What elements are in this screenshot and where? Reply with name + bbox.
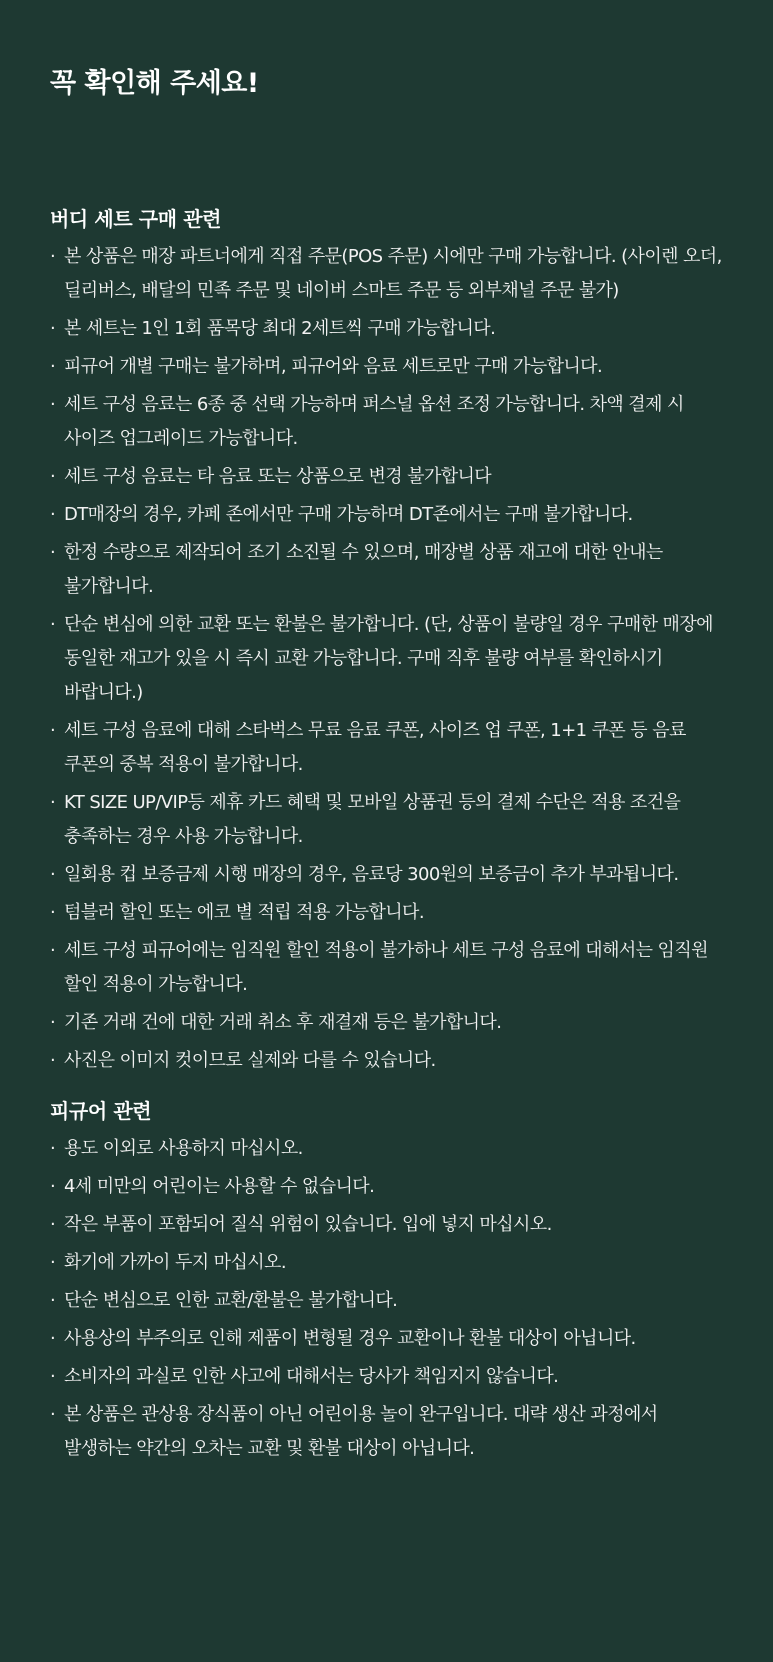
notice-item-text: 세트 구성 음료는 타 음료 또는 상품으로 변경 불가합니다: [64, 466, 492, 487]
bullet-marker: ·: [50, 720, 56, 741]
notice-item-text: KT SIZE UP/VIP등 제휴 카드 혜택 및 모바일 상품권 등의 결제 수단은 적용 조건을 충족하는 경우 사용 가능합니다.: [64, 792, 681, 847]
page-title: 꼭 확인해 주세요!: [50, 68, 259, 99]
bullet-marker: ·: [50, 1290, 56, 1311]
bullet-marker: ·: [50, 1214, 56, 1235]
section-heading: 버디 세트 구매 관련: [50, 207, 222, 231]
notice-item: [50, 934, 729, 1002]
notice-item-text: 세트 구성 음료는 6종 중 선택 가능하며 퍼스널 옵션 조정 가능합니다. 차액 결제 시 사이즈 업그레이드 가능합니다.: [64, 394, 684, 449]
section-heading: 피규어 관련: [50, 1099, 152, 1123]
bullet-marker: ·: [50, 864, 56, 885]
notice-item-text: 본 세트는 1인 1회 품목당 최대 2세트씩 구매 가능합니다.: [64, 318, 496, 339]
bullet-marker: ·: [50, 792, 56, 813]
bullet-marker: ·: [50, 1328, 56, 1349]
notice-list: [50, 240, 729, 1078]
notice-item-text: 세트 구성 음료에 대해 스타벅스 무료 음료 쿠폰, 사이즈 업 쿠폰, 1+1 쿠폰 등 음료 쿠폰의 중복 적용이 불가합니다.: [64, 720, 686, 775]
notice-item: [50, 536, 729, 604]
notice-item-text: 본 상품은 매장 파트너에게 직접 주문(POS 주문) 시에만 구매 가능합니다. (사이렌 오더, 딜리버스, 배달의 민족 주문 및 네이버 스마트 주문 등 외부채널 주문 불가): [64, 246, 722, 301]
bullet-marker: ·: [50, 394, 56, 415]
notice-item-text: 텀블러 할인 또는 에코 별 적립 적용 가능합니다.: [64, 902, 424, 923]
notice-item-text: 피규어 개별 구매는 불가하며, 피규어와 음료 세트로만 구매 가능합니다.: [64, 356, 603, 377]
notice-item-text: 세트 구성 피규어에는 임직원 할인 적용이 불가하나 세트 구성 음료에 대해서는 임직원 할인 적용이 가능합니다.: [64, 940, 708, 995]
notice-item: [50, 1044, 729, 1078]
notice-item: [50, 350, 729, 384]
notice-item-text: 용도 이외로 사용하지 마십시오.: [64, 1138, 303, 1159]
bullet-marker: ·: [50, 542, 56, 563]
notice-item-text: 화기에 가까이 두지 마십시오.: [64, 1252, 286, 1273]
notice-item-text: 소비자의 과실로 인한 사고에 대해서는 당사가 책임지지 않습니다.: [64, 1366, 559, 1387]
notice-item-text: 일회용 컵 보증금제 시행 매장의 경우, 음료당 300원의 보증금이 추가 부과됩니다.: [64, 864, 679, 885]
bullet-marker: ·: [50, 1138, 56, 1159]
bullet-marker: ·: [50, 1252, 56, 1273]
bullet-marker: ·: [50, 318, 56, 339]
notice-item-text: 사용상의 부주의로 인해 제품이 변형될 경우 교환이나 환불 대상이 아닙니다.: [64, 1328, 636, 1349]
notice-item-text: 4세 미만의 어린이는 사용할 수 없습니다.: [64, 1176, 375, 1197]
notice-item-text: 한정 수량으로 제작되어 조기 소진될 수 있으며, 매장별 상품 재고에 대한 안내는 불가합니다.: [64, 542, 663, 597]
notice-item: [50, 608, 729, 710]
notice-item-text: 작은 부품이 포함되어 질식 위험이 있습니다. 입에 넣지 마십시오.: [64, 1214, 552, 1235]
notice-item: [50, 240, 729, 308]
notice-item: [50, 896, 729, 930]
notice-item: [50, 1284, 729, 1318]
notice-list: [50, 1132, 729, 1466]
notice-item: [50, 460, 729, 494]
notice-item: [50, 1208, 729, 1242]
notice-item: [50, 1360, 729, 1394]
bullet-marker: ·: [50, 940, 56, 961]
bullet-marker: ·: [50, 1176, 56, 1197]
bullet-marker: ·: [50, 1050, 56, 1071]
notice-item: [50, 1132, 729, 1166]
bullet-marker: ·: [50, 1404, 56, 1425]
notice-item: [50, 1006, 729, 1040]
section-figure: [50, 1096, 729, 1466]
notice-item-text: 사진은 이미지 컷이므로 실제와 다를 수 있습니다.: [64, 1050, 436, 1071]
notice-item: [50, 1170, 729, 1204]
notice-item: [50, 1246, 729, 1280]
bullet-marker: ·: [50, 466, 56, 487]
notice-item-text: 본 상품은 관상용 장식품이 아닌 어린이용 놀이 완구입니다. 대략 생산 과정에서 발생하는 약간의 오차는 교환 및 환불 대상이 아닙니다.: [64, 1404, 658, 1459]
bullet-marker: ·: [50, 614, 56, 635]
bullet-marker: ·: [50, 246, 56, 267]
notice-item-text: DT매장의 경우, 카페 존에서만 구매 가능하며 DT존에서는 구매 불가합니다.: [64, 504, 633, 525]
notice-item: [50, 388, 729, 456]
bullet-marker: ·: [50, 1012, 56, 1033]
notice-item: [50, 1398, 729, 1466]
notice-item: [50, 1322, 729, 1356]
section-buddy-set-purchase: [50, 204, 729, 1078]
notice-item: [50, 858, 729, 892]
bullet-marker: ·: [50, 356, 56, 377]
notice-item-text: 기존 거래 건에 대한 거래 취소 후 재결재 등은 불가합니다.: [64, 1012, 502, 1033]
bullet-marker: ·: [50, 504, 56, 525]
notice-item: [50, 714, 729, 782]
bullet-marker: ·: [50, 1366, 56, 1387]
bullet-marker: ·: [50, 902, 56, 923]
notice-item: [50, 312, 729, 346]
notice-item-text: 단순 변심에 의한 교환 또는 환불은 불가합니다. (단, 상품이 불량일 경우 구매한 매장에 동일한 재고가 있을 시 즉시 교환 가능합니다. 구매 직후 불량 여부를 확인하시기 바랍니다.): [64, 614, 713, 703]
notice-item-text: 단순 변심으로 인한 교환/환불은 불가합니다.: [64, 1290, 398, 1311]
notice-item: [50, 786, 729, 854]
notice-item: [50, 498, 729, 532]
